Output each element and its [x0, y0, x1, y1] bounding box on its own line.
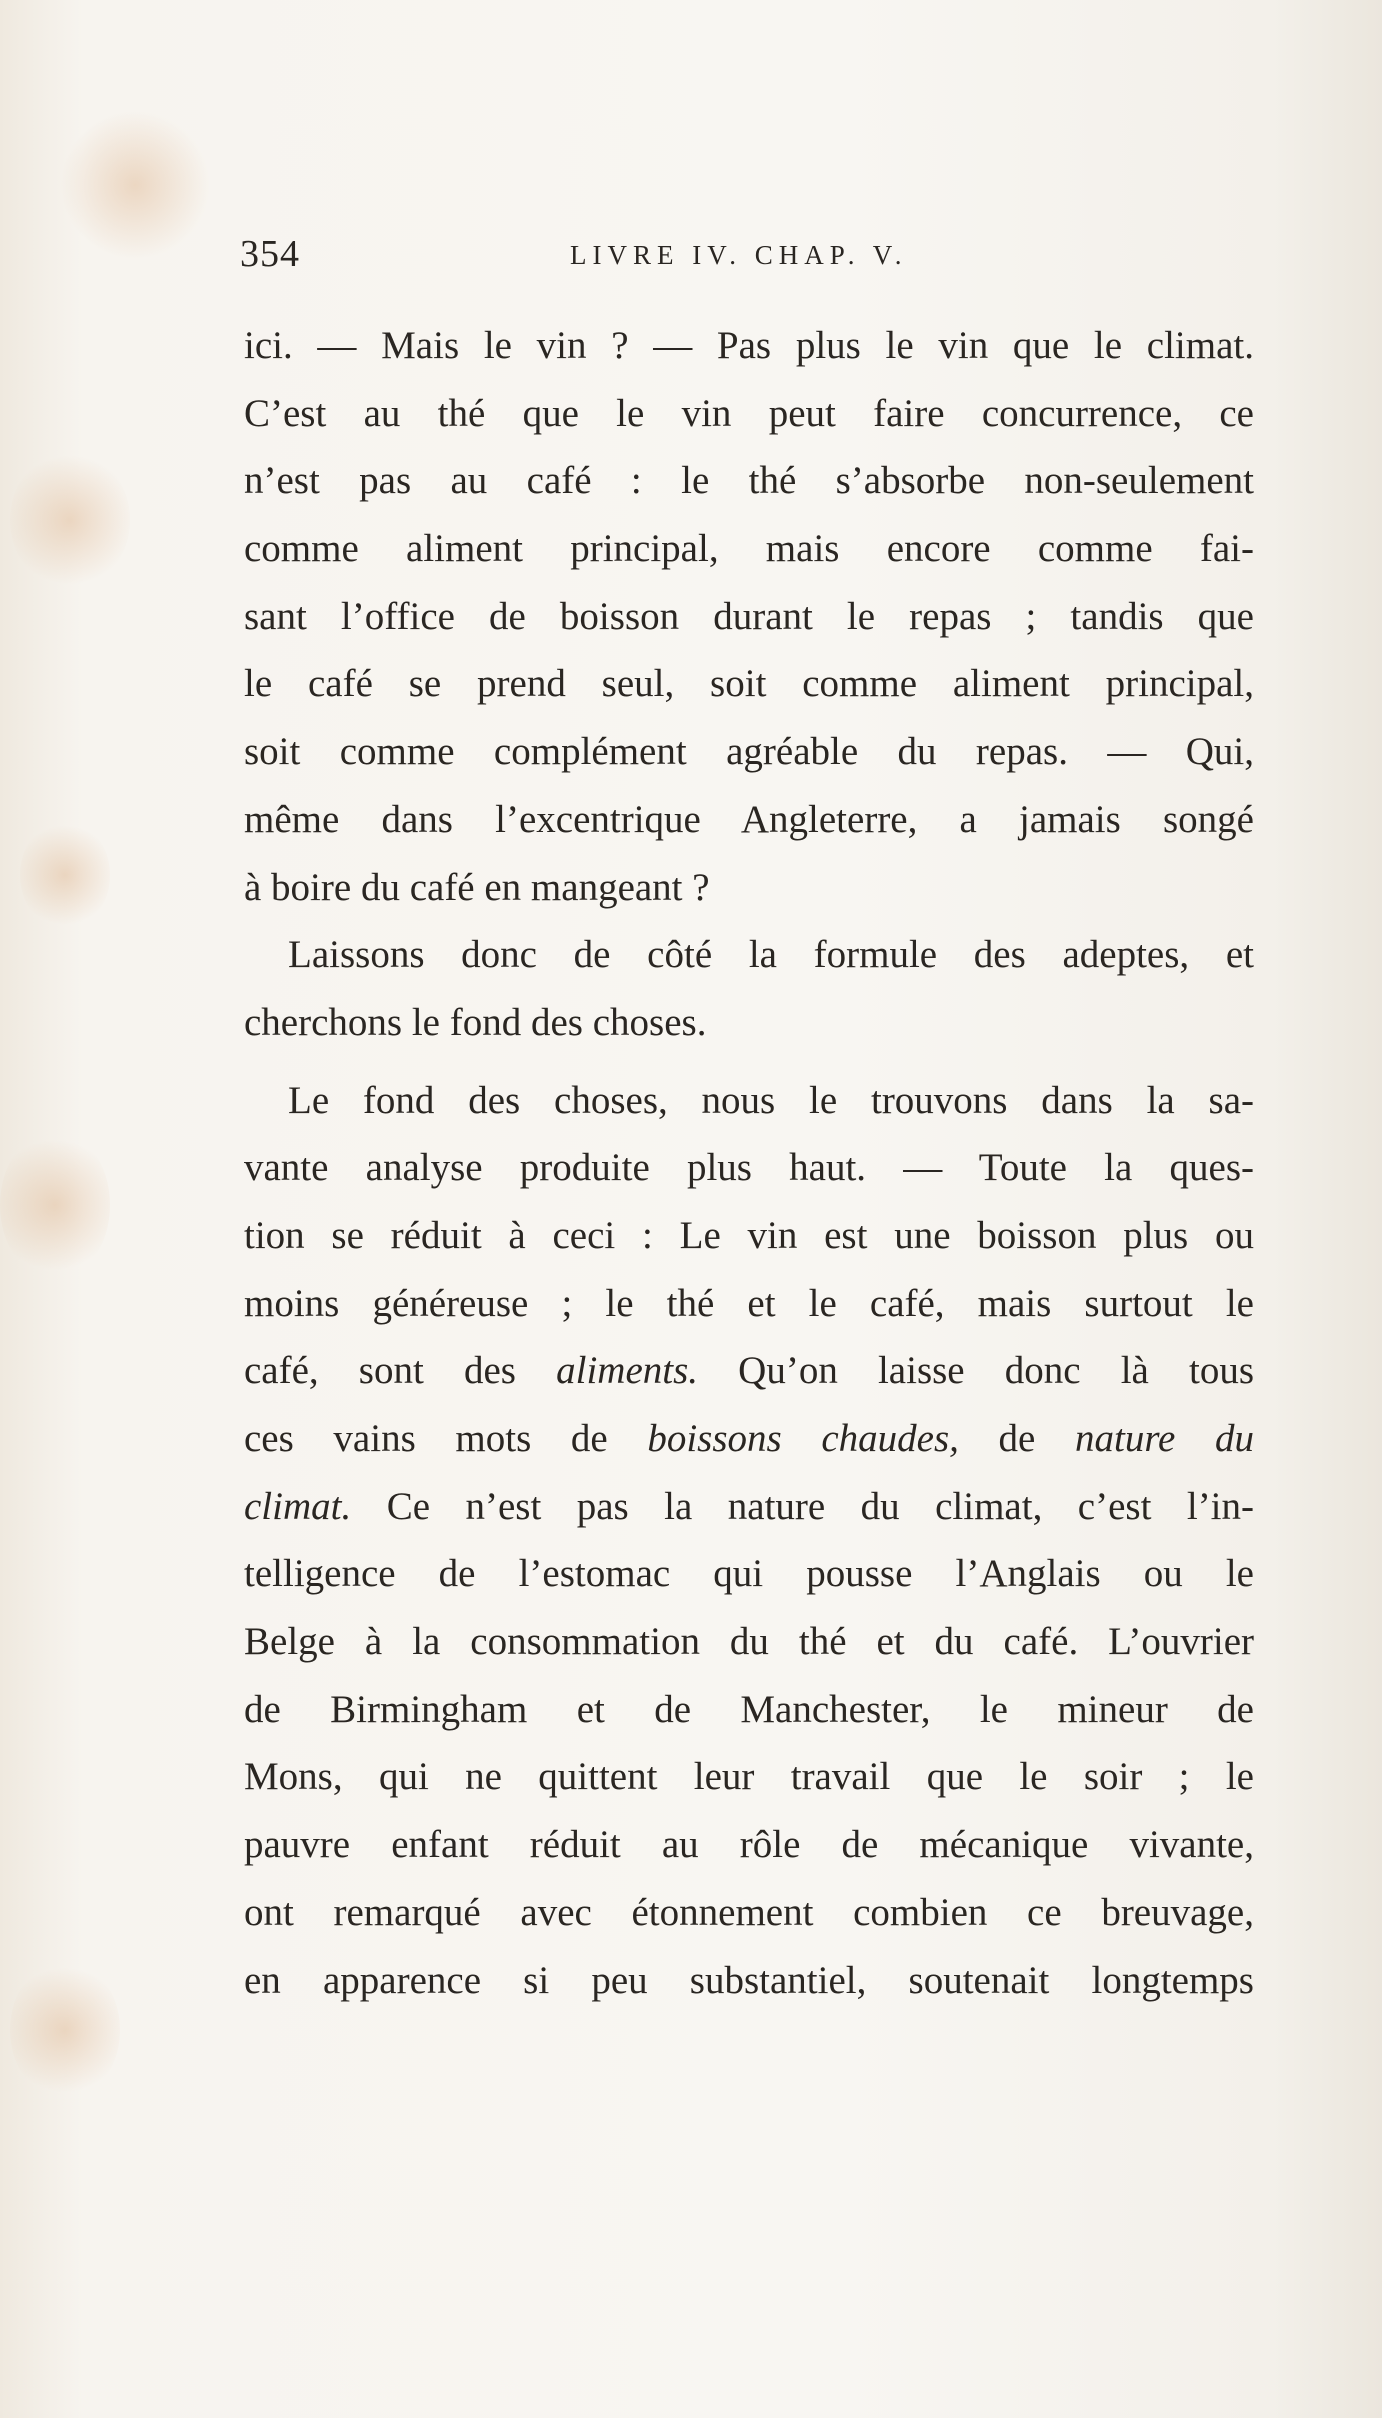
text-line: de Birmingham et de Manchester, le mineur de: [244, 1687, 1254, 1731]
italic-text: aliments.: [556, 1349, 699, 1393]
text-line: telligence de l’estomac qui pousse l’Anglais ou le: [244, 1552, 1254, 1596]
text-line: C’est au thé que le vin peut faire concurrence, ce: [244, 391, 1254, 435]
italic-text: climat.: [244, 1484, 352, 1528]
text-line-with-italic: [244, 1405, 1254, 1473]
text-span: Qu’on laisse donc là tous: [698, 1349, 1255, 1393]
foxing-spot: [10, 450, 130, 590]
text-line: cherchons le fond des choses.: [244, 1000, 707, 1044]
foxing-spot: [0, 1130, 110, 1280]
text-line: à boire du café en mangeant ?: [244, 865, 710, 909]
body-text: [244, 312, 1254, 2014]
running-head: LIVRE IV. CHAP. V.: [570, 240, 908, 270]
foxing-spot: [10, 1960, 120, 2100]
text-span: de: [958, 1417, 1075, 1460]
text-line-with-italic: [244, 1337, 1254, 1405]
text-line: soit comme complément agréable du repas. — Qui,: [244, 730, 1254, 774]
text-line-with-italic: [244, 1473, 1254, 1541]
text-line: le café se prend seul, soit comme aliment principal,: [244, 662, 1254, 706]
page-number: 354: [240, 233, 300, 275]
text-line: tion se réduit à ceci : Le vin est une boisson plus ou: [244, 1213, 1254, 1257]
text-line: ici. — Mais le vin ? — Pas plus le vin que le climat.: [244, 324, 1254, 367]
page-header: [240, 232, 1260, 288]
text-line: n’est pas au café : le thé s’absorbe non-seulement: [244, 459, 1254, 503]
text-line: en apparence si peu substantiel, soutenait longtemps: [244, 1958, 1254, 2002]
text-line: vante analyse produite plus haut. — Toute la ques-: [244, 1146, 1254, 1190]
text-span: café, sont des: [244, 1349, 557, 1393]
italic-text: nature du: [1074, 1417, 1254, 1460]
text-line: pauvre enfant réduit au rôle de mécanique vivante,: [244, 1823, 1254, 1867]
paragraph-start-line: Le fond des choses, nous le trouvons dans la sa-: [288, 1078, 1254, 1122]
text-line: Mons, qui ne quittent leur travail que le soir ; le: [244, 1755, 1254, 1799]
text-span: ces vains mots de: [244, 1417, 648, 1460]
text-line: comme aliment principal, mais encore comme fai-: [244, 527, 1254, 571]
text-span: Ce n’est pas la nature du climat, c’est l’in-: [351, 1484, 1254, 1528]
italic-text: boissons chaudes,: [647, 1417, 959, 1460]
text-line: ont remarqué avec étonnement combien ce breuvage,: [244, 1890, 1254, 1934]
foxing-spot: [20, 820, 110, 930]
text-line: Belge à la consommation du thé et du café. L’ouvrier: [244, 1620, 1254, 1664]
paragraph-start-line: Laissons donc de côté la formule des adeptes, et: [288, 933, 1254, 977]
text-line: même dans l’excentrique Angleterre, a jamais songé: [244, 797, 1254, 841]
foxing-spot: [60, 110, 210, 260]
text-line: sant l’office de boisson durant le repas ; tandis que: [244, 594, 1254, 638]
text-line: moins généreuse ; le thé et le café, mais surtout le: [244, 1281, 1254, 1325]
